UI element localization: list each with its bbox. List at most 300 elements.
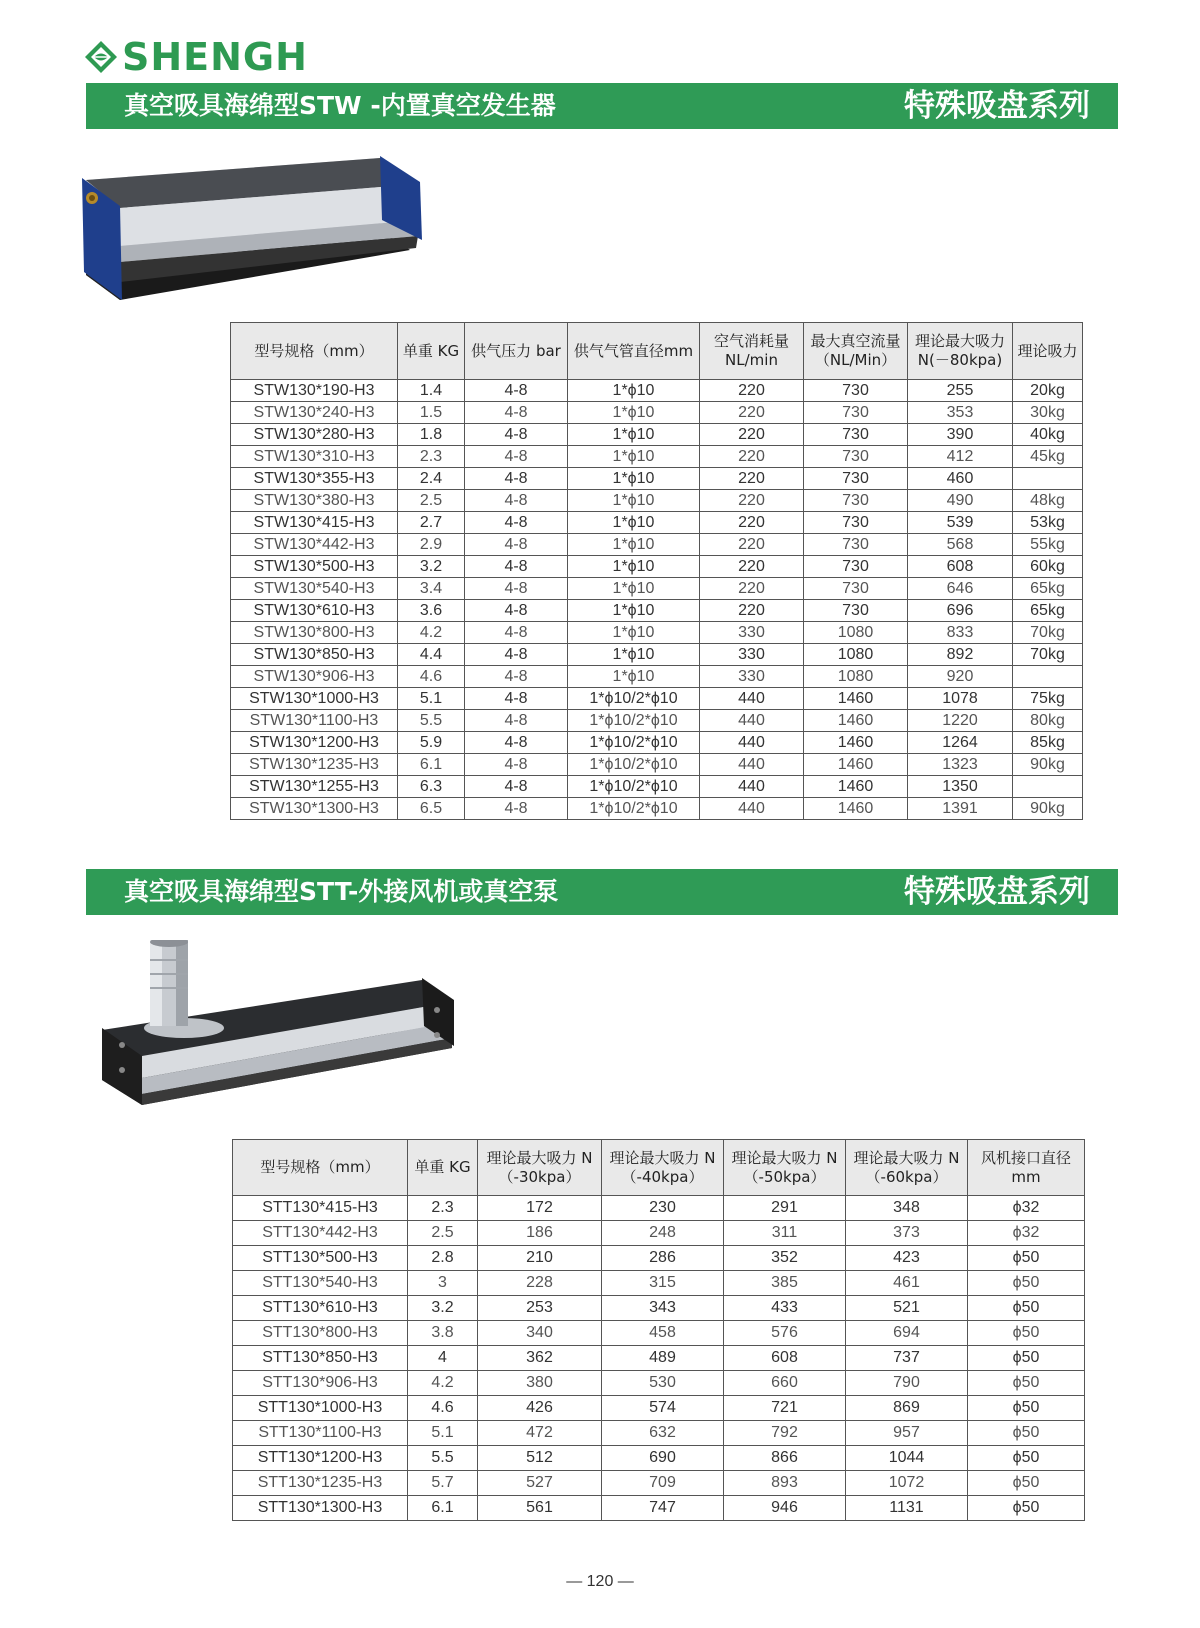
table-cell: STW130*442-H3	[231, 534, 398, 556]
table-cell: 747	[602, 1496, 724, 1521]
table-cell: 2.3	[408, 1196, 478, 1221]
table-cell: 4-8	[465, 446, 568, 468]
table-row	[231, 622, 1083, 644]
table-cell: 1323	[908, 754, 1013, 776]
table-cell: 4.6	[398, 666, 465, 688]
table-cell: 5.5	[408, 1446, 478, 1471]
table-cell: ϕ32	[968, 1196, 1085, 1221]
table-cell: STT130*1235-H3	[233, 1471, 408, 1496]
table-cell: 4-8	[465, 600, 568, 622]
table-cell: 6.3	[398, 776, 465, 798]
table-row	[233, 1321, 1085, 1346]
table-cell: 70kg	[1013, 622, 1083, 644]
table-row	[233, 1271, 1085, 1296]
table-cell: 220	[700, 402, 804, 424]
table-cell: STW130*850-H3	[231, 644, 398, 666]
table-cell: ϕ50	[968, 1246, 1085, 1271]
table-cell: STW130*500-H3	[231, 556, 398, 578]
table-cell: ϕ50	[968, 1496, 1085, 1521]
table-row	[233, 1371, 1085, 1396]
table-cell: 220	[700, 600, 804, 622]
table-cell: 1460	[804, 710, 908, 732]
table-cell: 362	[478, 1346, 602, 1371]
table-cell	[1013, 468, 1083, 490]
table-cell: 1*ϕ10/2*ϕ10	[568, 754, 700, 776]
diamond-logo-icon	[84, 40, 118, 74]
table-row	[233, 1221, 1085, 1246]
table-cell: 833	[908, 622, 1013, 644]
table-cell: 4-8	[465, 688, 568, 710]
table-cell: 172	[478, 1196, 602, 1221]
table-cell: 2.3	[398, 446, 465, 468]
table-cell: 248	[602, 1221, 724, 1246]
header-force-50kpa: 理论最大吸力 N （-50kpa）	[724, 1140, 846, 1196]
table-cell: 4-8	[465, 578, 568, 600]
spec-table-stt	[232, 1139, 1085, 1521]
table-cell: 632	[602, 1421, 724, 1446]
table-cell: 1*ϕ10/2*ϕ10	[568, 732, 700, 754]
table-cell: STW130*1000-H3	[231, 688, 398, 710]
table-cell: 696	[908, 600, 1013, 622]
table-cell: 2.5	[408, 1221, 478, 1246]
table-row	[233, 1446, 1085, 1471]
table-cell: 385	[724, 1271, 846, 1296]
table-cell: 220	[700, 380, 804, 402]
table-cell: 1*ϕ10	[568, 578, 700, 600]
table-cell: 186	[478, 1221, 602, 1246]
table-cell: 348	[846, 1196, 968, 1221]
table-cell: 440	[700, 776, 804, 798]
table-cell: 220	[700, 446, 804, 468]
table-cell: STW130*1235-H3	[231, 754, 398, 776]
table-cell: 737	[846, 1346, 968, 1371]
header-theoretical-suction: 理论吸力	[1013, 323, 1083, 380]
table-cell: 1*ϕ10/2*ϕ10	[568, 688, 700, 710]
header-model: 型号规格（mm）	[233, 1140, 408, 1196]
table-cell: ϕ50	[968, 1421, 1085, 1446]
header-weight: 单重 KG	[398, 323, 465, 380]
table-cell: 1*ϕ10	[568, 644, 700, 666]
table-cell: 1*ϕ10	[568, 600, 700, 622]
table-cell: 1350	[908, 776, 1013, 798]
table-cell: 4-8	[465, 468, 568, 490]
table-cell: 5.7	[408, 1471, 478, 1496]
table-cell: STT130*800-H3	[233, 1321, 408, 1346]
table-cell: 893	[724, 1471, 846, 1496]
table-cell: 4-8	[465, 512, 568, 534]
table-cell: 90kg	[1013, 798, 1083, 820]
product-photo-stt	[92, 940, 462, 1115]
table-cell: STW130*1300-H3	[231, 798, 398, 820]
table-cell: 4	[408, 1346, 478, 1371]
table-cell: 440	[700, 732, 804, 754]
section-title: 真空吸具海绵型STT-外接风机或真空泵	[124, 877, 559, 906]
table-cell: 1*ϕ10	[568, 446, 700, 468]
table-cell: STT130*1000-H3	[233, 1396, 408, 1421]
table-cell: 1072	[846, 1471, 968, 1496]
table-cell: 311	[724, 1221, 846, 1246]
table-cell: STT130*415-H3	[233, 1196, 408, 1221]
table-cell: 440	[700, 798, 804, 820]
table-cell: 946	[724, 1496, 846, 1521]
series-label: 特殊吸盘系列	[904, 874, 1090, 910]
table-cell: 220	[700, 556, 804, 578]
table-cell: 1391	[908, 798, 1013, 820]
table-cell: 60kg	[1013, 556, 1083, 578]
table-row	[233, 1496, 1085, 1521]
table-cell: 1220	[908, 710, 1013, 732]
table-cell: 55kg	[1013, 534, 1083, 556]
table-cell: 574	[602, 1396, 724, 1421]
table-cell: 75kg	[1013, 688, 1083, 710]
table-cell: 352	[724, 1246, 846, 1271]
table-cell: 65kg	[1013, 600, 1083, 622]
table-cell: 709	[602, 1471, 724, 1496]
table-cell: ϕ50	[968, 1296, 1085, 1321]
table-cell: 220	[700, 534, 804, 556]
table-cell: STT130*1200-H3	[233, 1446, 408, 1471]
table-cell: 45kg	[1013, 446, 1083, 468]
brand-logo	[84, 36, 308, 78]
table-row	[233, 1196, 1085, 1221]
table-row	[233, 1421, 1085, 1446]
table-cell: 4-8	[465, 666, 568, 688]
table-cell: 90kg	[1013, 754, 1083, 776]
table-cell: 3.2	[408, 1296, 478, 1321]
series-label: 特殊吸盘系列	[904, 88, 1090, 124]
table-cell: 1*ϕ10	[568, 534, 700, 556]
table-cell: 730	[804, 600, 908, 622]
table-cell: 70kg	[1013, 644, 1083, 666]
table-cell: 892	[908, 644, 1013, 666]
table-cell: 539	[908, 512, 1013, 534]
table-cell: 4.6	[408, 1396, 478, 1421]
table-cell: 2.4	[398, 468, 465, 490]
table-cell: 1*ϕ10/2*ϕ10	[568, 798, 700, 820]
table-cell: 4.2	[408, 1371, 478, 1396]
table-cell: 646	[908, 578, 1013, 600]
table-cell: 521	[846, 1296, 968, 1321]
table-cell: 423	[846, 1246, 968, 1271]
table-row	[231, 512, 1083, 534]
table-cell: 228	[478, 1271, 602, 1296]
table-cell: 4-8	[465, 754, 568, 776]
table-cell: 440	[700, 754, 804, 776]
header-force-40kpa: 理论最大吸力 N （-40kpa）	[602, 1140, 724, 1196]
table-cell: 790	[846, 1371, 968, 1396]
table-row	[231, 380, 1083, 402]
table-cell: 3	[408, 1271, 478, 1296]
table-cell: 40kg	[1013, 424, 1083, 446]
table-cell: 561	[478, 1496, 602, 1521]
table-cell: 4.2	[398, 622, 465, 644]
table-cell: 1.4	[398, 380, 465, 402]
table-cell: 3.6	[398, 600, 465, 622]
page-number: — 120 —	[566, 1573, 634, 1590]
table-cell: 490	[908, 490, 1013, 512]
table-cell: 1460	[804, 732, 908, 754]
table-cell: 458	[602, 1321, 724, 1346]
table-cell: 412	[908, 446, 1013, 468]
table-cell: 4-8	[465, 380, 568, 402]
table-row	[231, 424, 1083, 446]
table-cell: 4-8	[465, 644, 568, 666]
table-cell: 1131	[846, 1496, 968, 1521]
table-cell: 690	[602, 1446, 724, 1471]
table-cell: 460	[908, 468, 1013, 490]
table-cell: 353	[908, 402, 1013, 424]
header-max-suction-force: 理论最大吸力 N(－80kpa)	[908, 323, 1013, 380]
table-cell: 1*ϕ10	[568, 402, 700, 424]
table-cell: 220	[700, 490, 804, 512]
header-tube-diameter: 供气气管直径mm	[568, 323, 700, 380]
table-cell: STW130*240-H3	[231, 402, 398, 424]
table-cell: 472	[478, 1421, 602, 1446]
table-cell: 5.5	[398, 710, 465, 732]
table-cell: ϕ50	[968, 1371, 1085, 1396]
table-cell: STW130*190-H3	[231, 380, 398, 402]
table-cell: 730	[804, 424, 908, 446]
table-row	[231, 468, 1083, 490]
table-cell: 4-8	[465, 798, 568, 820]
table-cell: 230	[602, 1196, 724, 1221]
table-cell: STW130*1200-H3	[231, 732, 398, 754]
table-cell: 5.1	[398, 688, 465, 710]
section-banner-stw	[86, 83, 1118, 129]
table-cell: STW130*540-H3	[231, 578, 398, 600]
table-cell: 2.9	[398, 534, 465, 556]
table-cell: 730	[804, 380, 908, 402]
table-cell: 255	[908, 380, 1013, 402]
table-cell: 426	[478, 1396, 602, 1421]
table-cell: 440	[700, 688, 804, 710]
table-cell: 792	[724, 1421, 846, 1446]
table-cell: 380	[478, 1371, 602, 1396]
table-cell: 730	[804, 578, 908, 600]
table-cell: STW130*310-H3	[231, 446, 398, 468]
header-air-consumption: 空气消耗量 NL/min	[700, 323, 804, 380]
table-row	[231, 644, 1083, 666]
table-cell: 4-8	[465, 556, 568, 578]
table-cell: 1080	[804, 666, 908, 688]
table-cell: 330	[700, 622, 804, 644]
table-cell: 6.1	[398, 754, 465, 776]
table-cell: ϕ50	[968, 1321, 1085, 1346]
table-cell: 6.5	[398, 798, 465, 820]
table-cell: 330	[700, 644, 804, 666]
table-cell: 957	[846, 1421, 968, 1446]
table-cell: 1*ϕ10	[568, 512, 700, 534]
table-cell: 6.1	[408, 1496, 478, 1521]
table-cell: 1*ϕ10	[568, 380, 700, 402]
header-force-30kpa: 理论最大吸力 N （-30kpa）	[478, 1140, 602, 1196]
table-row	[231, 446, 1083, 468]
table-cell: 373	[846, 1221, 968, 1246]
table-cell: ϕ50	[968, 1471, 1085, 1496]
product-photo-stw	[80, 150, 430, 310]
table-cell: 85kg	[1013, 732, 1083, 754]
table-cell: 730	[804, 402, 908, 424]
table-cell: 866	[724, 1446, 846, 1471]
spec-table-stw	[230, 322, 1083, 820]
table-cell: 660	[724, 1371, 846, 1396]
table-cell: STW130*1255-H3	[231, 776, 398, 798]
table-cell: 1.5	[398, 402, 465, 424]
table-row	[233, 1346, 1085, 1371]
table-cell: 730	[804, 446, 908, 468]
table-cell: 340	[478, 1321, 602, 1346]
table-cell: 4-8	[465, 776, 568, 798]
table-cell: 220	[700, 512, 804, 534]
table-cell: 2.8	[408, 1246, 478, 1271]
table-cell: 1264	[908, 732, 1013, 754]
header-weight: 单重 KG	[408, 1140, 478, 1196]
table-cell: STT130*442-H3	[233, 1221, 408, 1246]
table-cell: STW130*800-H3	[231, 622, 398, 644]
table-cell: ϕ32	[968, 1221, 1085, 1246]
table-cell: 608	[908, 556, 1013, 578]
table-cell: STW130*380-H3	[231, 490, 398, 512]
table-cell: 4.4	[398, 644, 465, 666]
table-cell: STW130*906-H3	[231, 666, 398, 688]
table-cell: STW130*280-H3	[231, 424, 398, 446]
table-cell: 730	[804, 468, 908, 490]
table-cell: 30kg	[1013, 402, 1083, 424]
table-header-row	[233, 1140, 1085, 1196]
table-cell: 568	[908, 534, 1013, 556]
table-cell: STT130*906-H3	[233, 1371, 408, 1396]
table-cell: 4-8	[465, 534, 568, 556]
table-cell: 4-8	[465, 622, 568, 644]
table-cell: 1460	[804, 688, 908, 710]
table-cell: ϕ50	[968, 1396, 1085, 1421]
table-cell: 5.9	[398, 732, 465, 754]
header-fan-port-diameter: 风机接口直径 mm	[968, 1140, 1085, 1196]
table-cell: 220	[700, 424, 804, 446]
table-cell: 440	[700, 710, 804, 732]
table-cell: 694	[846, 1321, 968, 1346]
table-cell: 1460	[804, 776, 908, 798]
table-cell: STT130*540-H3	[233, 1271, 408, 1296]
table-cell: ϕ50	[968, 1446, 1085, 1471]
table-row	[231, 556, 1083, 578]
table-cell: 527	[478, 1471, 602, 1496]
table-cell: 1*ϕ10	[568, 622, 700, 644]
table-cell: ϕ50	[968, 1271, 1085, 1296]
table-cell: 730	[804, 534, 908, 556]
table-cell: 253	[478, 1296, 602, 1321]
table-cell: 330	[700, 666, 804, 688]
table-cell: 1460	[804, 754, 908, 776]
table-cell: 2.5	[398, 490, 465, 512]
table-cell: 5.1	[408, 1421, 478, 1446]
table-cell: 20kg	[1013, 380, 1083, 402]
table-cell: 1*ϕ10/2*ϕ10	[568, 710, 700, 732]
table-cell: 53kg	[1013, 512, 1083, 534]
table-cell: 461	[846, 1271, 968, 1296]
table-cell: 1080	[804, 644, 908, 666]
table-row	[231, 534, 1083, 556]
table-cell: 1*ϕ10	[568, 666, 700, 688]
table-cell: 220	[700, 468, 804, 490]
table-cell: 1*ϕ10	[568, 468, 700, 490]
table-cell: 315	[602, 1271, 724, 1296]
table-row	[231, 754, 1083, 776]
table-cell: 1.8	[398, 424, 465, 446]
table-header-row	[231, 323, 1083, 380]
table-cell: STT130*1300-H3	[233, 1496, 408, 1521]
table-cell: 530	[602, 1371, 724, 1396]
table-row	[231, 710, 1083, 732]
table-row	[231, 402, 1083, 424]
table-cell: 291	[724, 1196, 846, 1221]
table-cell: 2.7	[398, 512, 465, 534]
table-cell: 1460	[804, 798, 908, 820]
table-row	[233, 1471, 1085, 1496]
table-cell: 608	[724, 1346, 846, 1371]
table-cell: 1*ϕ10/2*ϕ10	[568, 776, 700, 798]
header-supply-pressure: 供气压力 bar	[465, 323, 568, 380]
table-row	[231, 732, 1083, 754]
table-cell: 4-8	[465, 732, 568, 754]
table-cell: 920	[908, 666, 1013, 688]
table-cell: 721	[724, 1396, 846, 1421]
header-force-60kpa: 理论最大吸力 N （-60kpa）	[846, 1140, 968, 1196]
table-row	[231, 776, 1083, 798]
table-cell: 4-8	[465, 424, 568, 446]
table-cell: 512	[478, 1446, 602, 1471]
table-cell: 1*ϕ10	[568, 556, 700, 578]
table-row	[233, 1246, 1085, 1271]
table-cell: STW130*355-H3	[231, 468, 398, 490]
table-cell: 4-8	[465, 490, 568, 512]
table-cell: 80kg	[1013, 710, 1083, 732]
table-cell: 286	[602, 1246, 724, 1271]
table-cell: 220	[700, 578, 804, 600]
table-row	[231, 600, 1083, 622]
table-cell: 1080	[804, 622, 908, 644]
table-cell: 730	[804, 512, 908, 534]
table-row	[231, 798, 1083, 820]
header-max-vacuum-flow: 最大真空流量 （NL/Min）	[804, 323, 908, 380]
table-row	[231, 578, 1083, 600]
section-banner-stt	[86, 869, 1118, 915]
table-cell: 1*ϕ10	[568, 490, 700, 512]
table-cell: STT130*610-H3	[233, 1296, 408, 1321]
table-cell: 1078	[908, 688, 1013, 710]
table-cell	[1013, 776, 1083, 798]
table-cell: 3.4	[398, 578, 465, 600]
table-cell: 4-8	[465, 710, 568, 732]
table-cell: 1044	[846, 1446, 968, 1471]
table-cell: 3.8	[408, 1321, 478, 1346]
table-cell: 433	[724, 1296, 846, 1321]
table-cell: 730	[804, 556, 908, 578]
brand-name: SHENGH	[122, 35, 308, 79]
table-cell	[1013, 666, 1083, 688]
table-cell: 48kg	[1013, 490, 1083, 512]
table-cell: 489	[602, 1346, 724, 1371]
table-row	[231, 490, 1083, 512]
table-cell: 869	[846, 1396, 968, 1421]
table-cell: STT130*850-H3	[233, 1346, 408, 1371]
table-cell: STT130*500-H3	[233, 1246, 408, 1271]
table-row	[231, 688, 1083, 710]
section-title: 真空吸具海绵型STW -内置真空发生器	[124, 91, 556, 120]
table-cell: 343	[602, 1296, 724, 1321]
header-model: 型号规格（mm）	[231, 323, 398, 380]
table-cell: 576	[724, 1321, 846, 1346]
